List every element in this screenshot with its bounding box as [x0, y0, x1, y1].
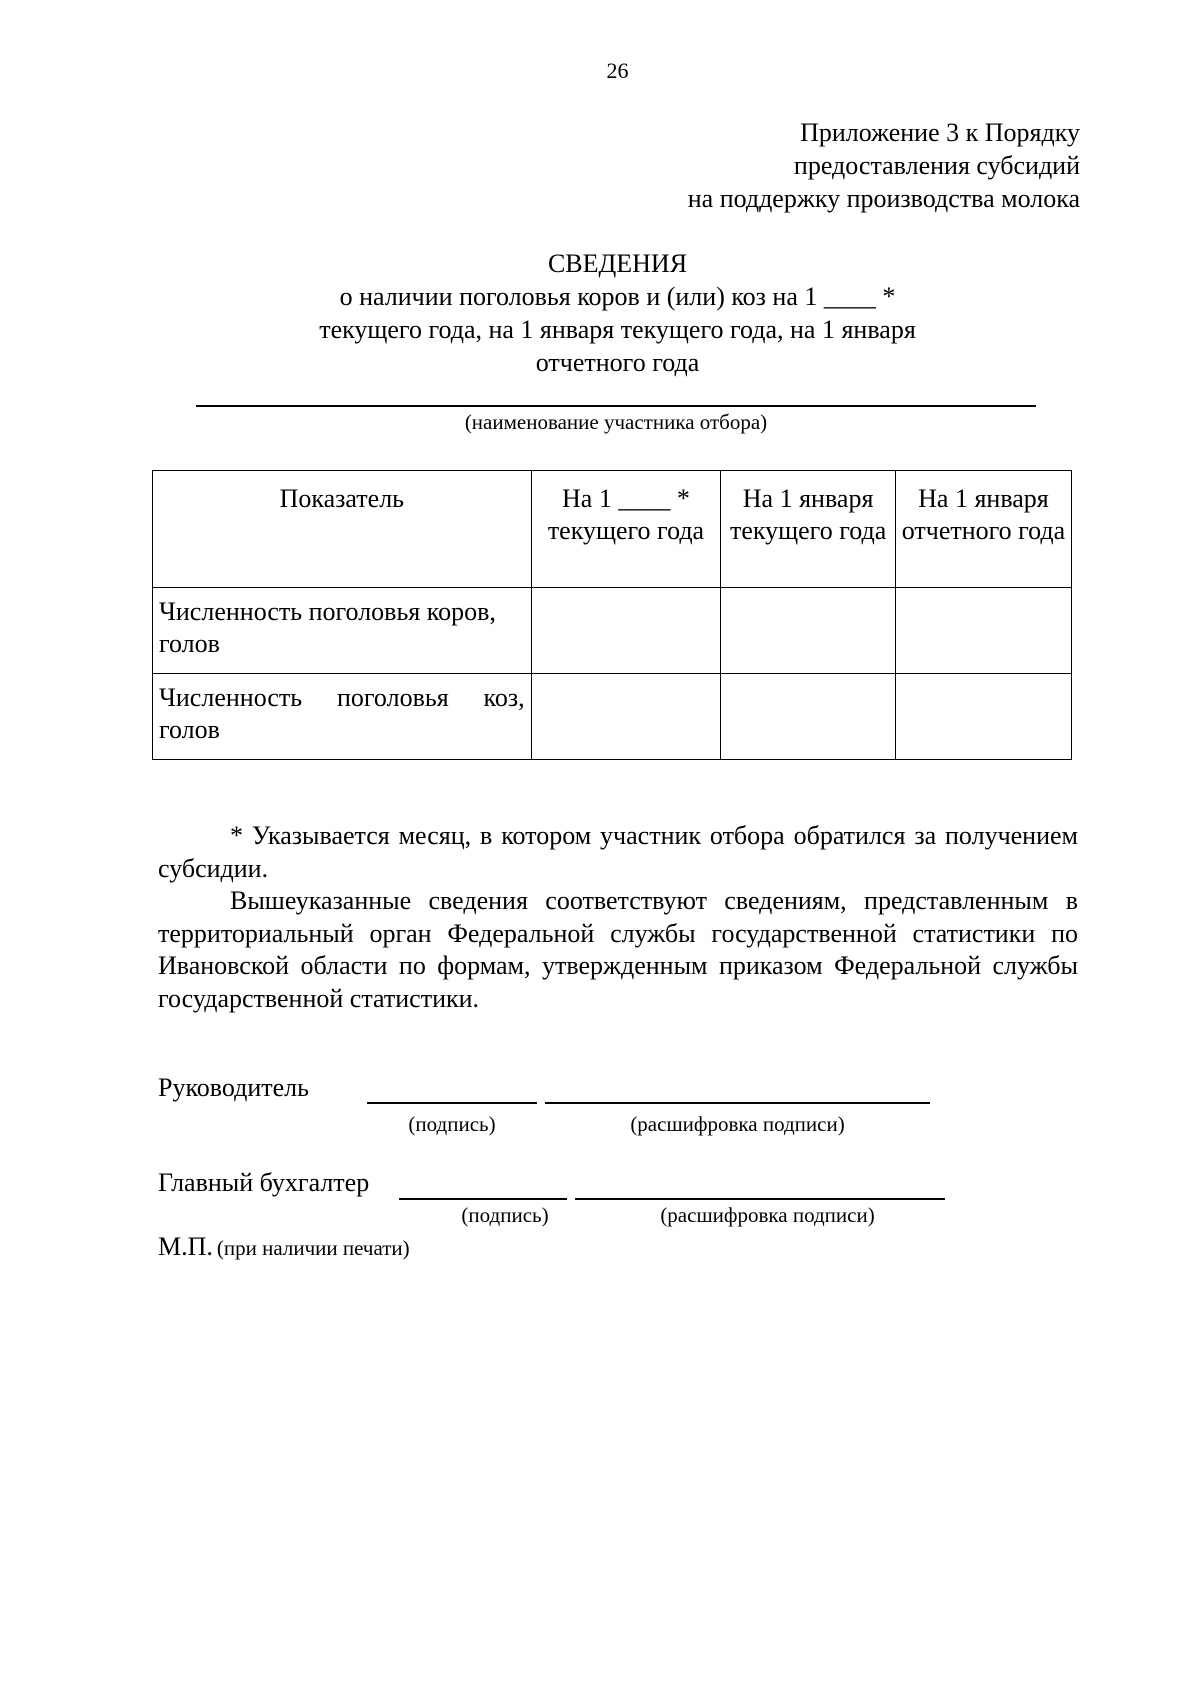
statement-text: Вышеуказанные сведения соответствуют сведениям, представленным в территориальный орган Федеральной службы государственной статистики по Ивановской области по формам, утвержденным приказом Федеральной службы государственной статистики.	[158, 886, 1078, 1013]
table-header-row	[153, 471, 1072, 588]
cell-cows-current-month[interactable]	[531, 588, 721, 674]
stamp-label: М.П.	[158, 1232, 213, 1261]
title-line-1: о наличии поголовья коров и (или) коз на 1 ____ *	[339, 282, 896, 311]
header-indicator: Показатель	[153, 471, 532, 588]
appendix-reference	[688, 116, 1080, 215]
participant-name-line[interactable]	[196, 405, 1036, 407]
title-heading: СВЕДЕНИЯ	[547, 249, 688, 278]
appendix-line-3: на поддержку производства молока	[687, 184, 1080, 213]
document-title	[0, 247, 1200, 379]
accountant-decoding-line[interactable]	[575, 1198, 945, 1200]
cell-cows-jan-reporting-year[interactable]	[895, 588, 1071, 674]
row-label-goats: Численность поголовья коз, голов	[153, 674, 532, 760]
accountant-signature-line[interactable]	[399, 1198, 567, 1200]
table-row	[153, 588, 1072, 674]
accountant-decoding-caption: (расшифровка подписи)	[660, 1203, 875, 1227]
cell-goats-jan-current-year[interactable]	[721, 674, 896, 760]
header-jan-reporting-year: На 1 января отчетного года	[895, 471, 1071, 588]
cell-goats-jan-reporting-year[interactable]	[895, 674, 1071, 760]
head-decoding-line[interactable]	[545, 1102, 930, 1104]
header-jan-current-year: На 1 января текущего года	[721, 471, 896, 588]
stamp-place	[158, 1232, 410, 1262]
head-decoding-caption: (расшифровка подписи)	[630, 1112, 845, 1136]
stamp-note: (при наличии печати)	[216, 1236, 410, 1260]
participant-name-caption: (наименование участника отбора)	[464, 410, 768, 434]
accountant-signature-caption: (подпись)	[461, 1203, 549, 1227]
title-line-3: отчетного года	[535, 348, 700, 377]
cell-goats-current-month[interactable]	[531, 674, 721, 760]
head-signature-caption: (подпись)	[408, 1112, 496, 1136]
page-number: 26	[606, 58, 629, 83]
cell-cows-jan-current-year[interactable]	[721, 588, 896, 674]
appendix-line-1: Приложение 3 к Порядку	[800, 118, 1080, 147]
accountant-label: Главный бухгалтер	[158, 1168, 370, 1197]
table-row	[153, 674, 1072, 760]
appendix-line-2: предоставления субсидий	[793, 151, 1080, 180]
row-label-cows: Численность поголовья коров, голов	[153, 588, 532, 674]
notes-section	[158, 820, 1078, 1015]
livestock-table	[152, 470, 1072, 760]
header-current-month: На 1 ____ * текущего года	[531, 471, 721, 588]
footnote-text: * Указывается месяц, в котором участник отбора обратился за получением субсидии.	[158, 821, 1078, 883]
head-label: Руководитель	[158, 1073, 309, 1102]
head-signature-line[interactable]	[367, 1102, 537, 1104]
title-line-2: текущего года, на 1 января текущего года, на 1 января	[319, 315, 916, 344]
